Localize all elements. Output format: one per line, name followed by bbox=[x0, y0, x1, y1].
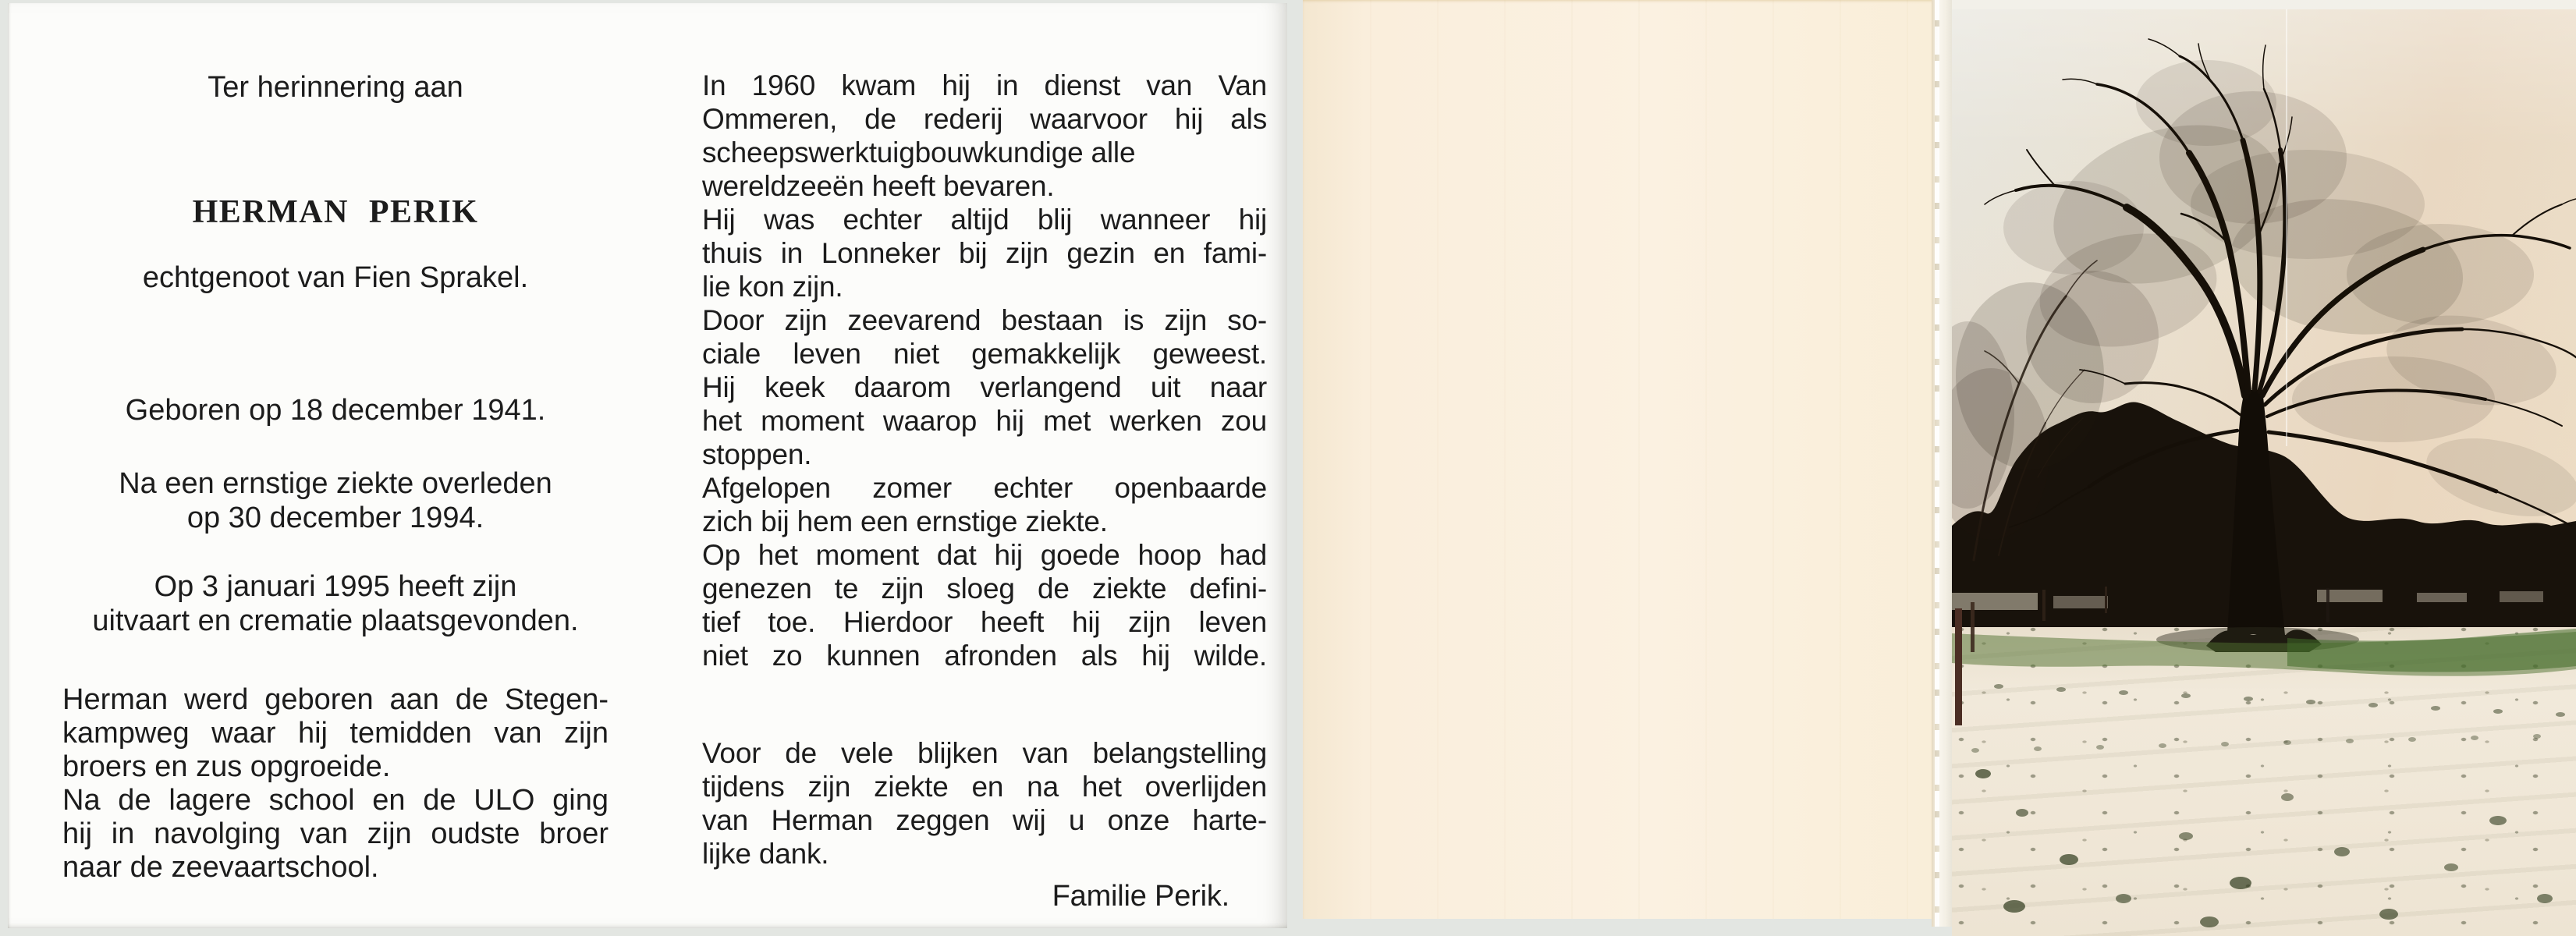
grass-tufts bbox=[1971, 684, 2565, 927]
dedication-line: Ter herinnering aan bbox=[208, 71, 463, 104]
death-block bbox=[62, 466, 609, 535]
text-line: scheepswerktuigbouwkundige alle bbox=[702, 136, 1136, 168]
back-cover-blank-panel bbox=[1303, 0, 1932, 919]
inner-pages bbox=[8, 3, 1287, 928]
acknowledgement-block bbox=[702, 736, 1267, 870]
text-line: In 1960 kwam hij in dienst van Van bbox=[702, 69, 1267, 101]
text-line: Ommeren, de rederij waarvoor hij als bbox=[702, 103, 1267, 135]
text-line: Op 3 januari 1995 heeft zijn bbox=[154, 570, 517, 603]
obituary-block bbox=[702, 69, 1267, 672]
text-line: Hij was echter altijd blij wanneer hij bbox=[702, 204, 1267, 236]
text-line: Afgelopen zomer echter openbaarde bbox=[702, 472, 1267, 504]
family-signature: Familie Perik. bbox=[1052, 880, 1229, 913]
winter-photo bbox=[1952, 9, 2576, 936]
text-line: op 30 december 1994. bbox=[186, 502, 484, 534]
text-line: wereldzeeën heeft bevaren. bbox=[702, 170, 1055, 202]
text-line: tief toe. Hierdoor heeft hij zijn leven bbox=[702, 606, 1267, 638]
text-line: Door zijn zeevarend bestaan is zijn so- bbox=[702, 304, 1267, 336]
text-line: Voor de vele blijken van belangstelling bbox=[702, 737, 1267, 769]
text-line: genezen te zijn sloeg de ziekte defini- bbox=[702, 573, 1267, 604]
text-line: uitvaart en crematie plaatsgevonden. bbox=[92, 604, 579, 637]
photo-scene bbox=[1952, 9, 2576, 936]
text-line: hij in navolging van zijn oudste broer bbox=[62, 817, 609, 850]
deceased-name: HERMAN PERIK bbox=[192, 194, 479, 230]
birth-line: Geboren op 18 december 1941. bbox=[125, 394, 546, 427]
text-line: kampweg waar hij temidden van zijn bbox=[62, 717, 609, 750]
text-line: lie kon zijn. bbox=[702, 271, 843, 303]
scan-edge-strip bbox=[1952, 0, 2576, 9]
text-line: Herman werd geboren aan de Stegen- bbox=[62, 683, 609, 716]
text-line: lijke dank. bbox=[702, 838, 829, 870]
text-line: Op het moment dat hij goede hoop had bbox=[702, 539, 1267, 571]
text-line: Hij keek daarom verlangend uit naar bbox=[702, 371, 1267, 403]
fold-crease bbox=[1932, 0, 1952, 927]
text-line: thuis in Lonneker bij zijn gezin en fami- bbox=[702, 237, 1267, 269]
text-line: Na de lagere school en de ULO ging bbox=[62, 784, 609, 817]
left-page bbox=[62, 3, 609, 928]
text-line: niet zo kunnen afronden als hij wilde. bbox=[702, 640, 1267, 672]
text-line: stoppen. bbox=[702, 438, 812, 470]
scratch-artifact bbox=[2286, 9, 2287, 446]
biography-block bbox=[62, 683, 609, 885]
text-line: zich bij hem een ernstige ziekte. bbox=[702, 505, 1108, 537]
text-line: het moment waarop hij met werken zou bbox=[702, 405, 1267, 437]
text-line: tijdens zijn ziekte en na het overlijden bbox=[702, 771, 1267, 803]
text-line: broers en zus opgroeide. bbox=[62, 750, 391, 783]
text-line: van Herman zeggen wij u onze harte- bbox=[702, 804, 1267, 836]
relation-line: echtgenoot van Fien Sprakel. bbox=[142, 261, 529, 294]
funeral-block bbox=[62, 569, 609, 638]
text-line: naar de zeevaartschool. bbox=[62, 851, 379, 884]
text-line: ciale leven niet gemakkelijk geweest. bbox=[702, 338, 1267, 370]
text-line: Na een ernstige ziekte overleden bbox=[119, 467, 552, 500]
right-page bbox=[702, 3, 1267, 928]
